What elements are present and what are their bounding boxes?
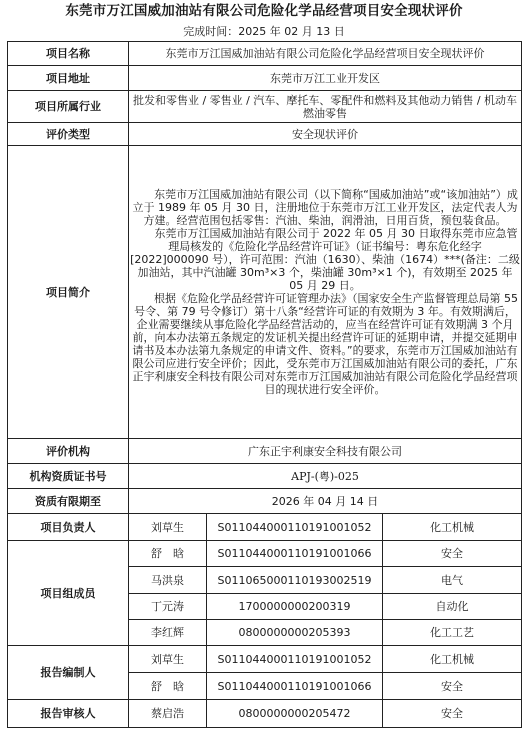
person-field: 自动化	[383, 594, 522, 620]
person-cert: 0800000000205472	[207, 700, 383, 728]
intro-paragraph: 根据《危险化学品经营许可证管理办法》（国家安全生产监督管理总局第 55 号令、第 79 号令修订）第十八条“经营许可证的有效期为 3 年。有效期满后，企业需要继续从事危险化学品经营活动的，应当在经营许可证有效期满 3 个月前，向本办法第五条规定的发证机关提出经营许可证的延期申请，并提交延期申请书及本办法第九条规定的申请文件、资料。”的要求，东莞市万江国威加油站有限公司应进行安全评价；因此，受东莞市万江国威加油站有限公司的委托，广东正宇利康安全科技有限公司对东莞市万江国威加油站有限公司危险化学品经营项目的现状进行安全评价。	[132, 292, 519, 396]
person-field: 化工工艺	[383, 620, 522, 646]
person-field: 安全	[383, 541, 522, 567]
person-name: 刘草生	[129, 514, 207, 541]
agency-label: 评价机构	[8, 439, 129, 464]
validity-label: 资质有限期至	[8, 489, 129, 514]
person-field: 化工机械	[383, 514, 522, 541]
row-project-intro	[8, 146, 522, 439]
report-writer-label: 报告编制人	[8, 646, 129, 700]
intro-paragraph: 东莞市万江国威加油站有限公司于 2022 年 05 月 30 日取得东莞市应急管理局核发的《危险化学品经营许可证》（证书编号：粤东危化经字[2022]000090 号），许可范围：汽油（1630）、柴油（1674）***(备注：二级加油站，其中汽油罐 30m³×3 个，柴油罐 30m³×1 个)，有效期至 2025 年 05 月 29 日。	[130, 227, 520, 292]
document-title: 东莞市万江国威加油站有限公司危险化学品经营项目安全现状评价	[65, 3, 463, 19]
project-members-label: 项目组成员	[8, 541, 129, 646]
table-row	[8, 646, 522, 673]
person-name: 刘草生	[129, 646, 207, 673]
row-project-industry	[8, 91, 522, 123]
certificate-value: APJ-(粤)-025	[129, 464, 522, 489]
table-row	[8, 541, 522, 567]
completion-time: 完成时间：2025 年 02 月 13 日	[183, 25, 345, 38]
project-name-value: 东莞市万江国威加油站有限公司危险化学品经营项目安全现状评价	[129, 42, 522, 66]
project-info-table	[7, 41, 522, 728]
person-cert: S011044000110191001052	[207, 646, 383, 673]
row-project-address	[8, 66, 522, 91]
project-name-label: 项目名称	[8, 42, 129, 66]
person-cert: S011044000110191001052	[207, 514, 383, 541]
table-row	[8, 700, 522, 728]
row-certificate	[8, 464, 522, 489]
person-field: 安全	[383, 700, 522, 728]
person-name: 舒 晗	[129, 673, 207, 700]
row-validity	[8, 489, 522, 514]
validity-value: 2026 年 04 月 14 日	[129, 489, 522, 514]
project-industry-label: 项目所属行业	[8, 91, 129, 123]
project-leader-label: 项目负责人	[8, 514, 129, 541]
person-name: 蔡启浩	[129, 700, 207, 728]
certificate-label: 机构资质证书号	[8, 464, 129, 489]
person-field: 化工机械	[383, 646, 522, 673]
agency-value: 广东正宇利康安全科技有限公司	[129, 439, 522, 464]
person-cert: S011044000110191001066	[207, 541, 383, 567]
evaluation-type-label: 评价类型	[8, 123, 129, 146]
person-name: 舒 晗	[129, 541, 207, 567]
person-field: 安全	[383, 673, 522, 700]
row-evaluation-type	[8, 123, 522, 146]
project-intro-text	[129, 146, 522, 439]
report-reviewer-label: 报告审核人	[8, 700, 129, 728]
project-industry-value: 批发和零售业 / 零售业 / 汽车、摩托车、零配件和燃料及其他动力销售 / 机动车燃油零售	[129, 91, 522, 123]
evaluation-type-value: 安全现状评价	[129, 123, 522, 146]
person-cert: 1700000000200319	[207, 594, 383, 620]
person-name: 李红辉	[129, 620, 207, 646]
project-address-label: 项目地址	[8, 66, 129, 91]
project-intro-label: 项目简介	[8, 146, 129, 439]
person-cert: S011044000110191001066	[207, 673, 383, 700]
person-name: 丁元涛	[129, 594, 207, 620]
person-name: 马洪泉	[129, 567, 207, 594]
row-project-name	[8, 42, 522, 66]
row-evaluation-agency	[8, 439, 522, 464]
person-cert: S011065000110193002519	[207, 567, 383, 594]
table-row	[8, 514, 522, 541]
person-field: 电气	[383, 567, 522, 594]
intro-paragraph: 东莞市万江国威加油站有限公司（以下简称“国威加油站”或“该加油站”）成立于 1989 年 05 月 30 日，注册地位于东莞市万江工业开发区，法定代表人为方建。经营范围包括零售：汽油、柴油，润滑油，日用百货，预包装食品。	[132, 188, 518, 227]
person-cert: 0800000000205393	[207, 620, 383, 646]
project-address-value: 东莞市万江工业开发区	[129, 66, 522, 91]
